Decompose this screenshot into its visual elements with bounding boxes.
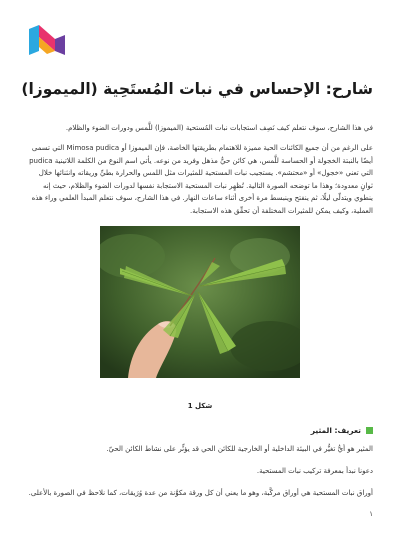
nagwa-logo-icon[interactable]	[29, 25, 65, 55]
structure-intro-paragraph: دعونا نبدأ بمعرفة تركيب نبات المستحية.	[256, 467, 373, 475]
definition-label: تعريف: المثير	[310, 426, 361, 435]
definition-heading	[311, 426, 373, 435]
intro-paragraph: في هذا الشارح، سوف نتعلم كيف نَصِف استجابات نبات المُستحية (الميموزا) للَّمس ودورات الضوء والظلام.	[65, 124, 373, 132]
page-number: ١	[369, 510, 373, 518]
mimosa-photo	[100, 226, 300, 378]
mimosa-description-paragraph: على الرغم من أن جميع الكائنات الحية مميزة للاهتمام بطريقتها الخاصة، فإن الميموزا أو Mimosa pudica التي تسمى أيضًا بالنبتة الخجولة أو الحساسة للَّمس، هي كائن حيٌّ مذهل وفريد من نوعه. يأتي اسم النوع من الكلمة اللاتينية pudica التي تعني «خجول» أو «محتشم». يستجيب نبات المستحية للمثيرات مثل اللمس والحرارة بطيِّ وريقاته وانثنائها خلال ثوانٍ معدودة؛ وهذا ما توضحه الصورة التالية. تُظهِر نبات المستحية الاستجابة نفسها لدورات الضوء والظلام، حيث إنه ينطوي ويتدلّى ليلًا، ثم ينفتح وينبسط مرة أخرى أثناء ساعات النهار. في هذا الشارح، سوف نتعلم المبدأ العلمي وراء هذه العملية، وكيف يمكن للمثيرات المختلفة أن تحقِّق هذه الاستجابة.	[29, 144, 373, 215]
page-title: شارح: الإحساس في نبات المُستَحِية (الميموزا)	[21, 80, 373, 98]
figure-caption: شكل 1	[187, 402, 213, 410]
green-square-icon	[366, 427, 373, 434]
compound-leaves-paragraph: أوراق نبات المستحية هي أوراق مركَّبة، وهو ما يعني أن كل ورقة مكوَّنة من عدة وُرَيقات، كما نلاحظ في الصورة بالأعلى.	[28, 489, 373, 497]
definition-text: المثير هو أيُّ تغيُّر في البيئة الداخلية أو الخارجية للكائن الحي قد يؤثِّر على نشاط الكائن الحيّ.	[106, 445, 373, 453]
